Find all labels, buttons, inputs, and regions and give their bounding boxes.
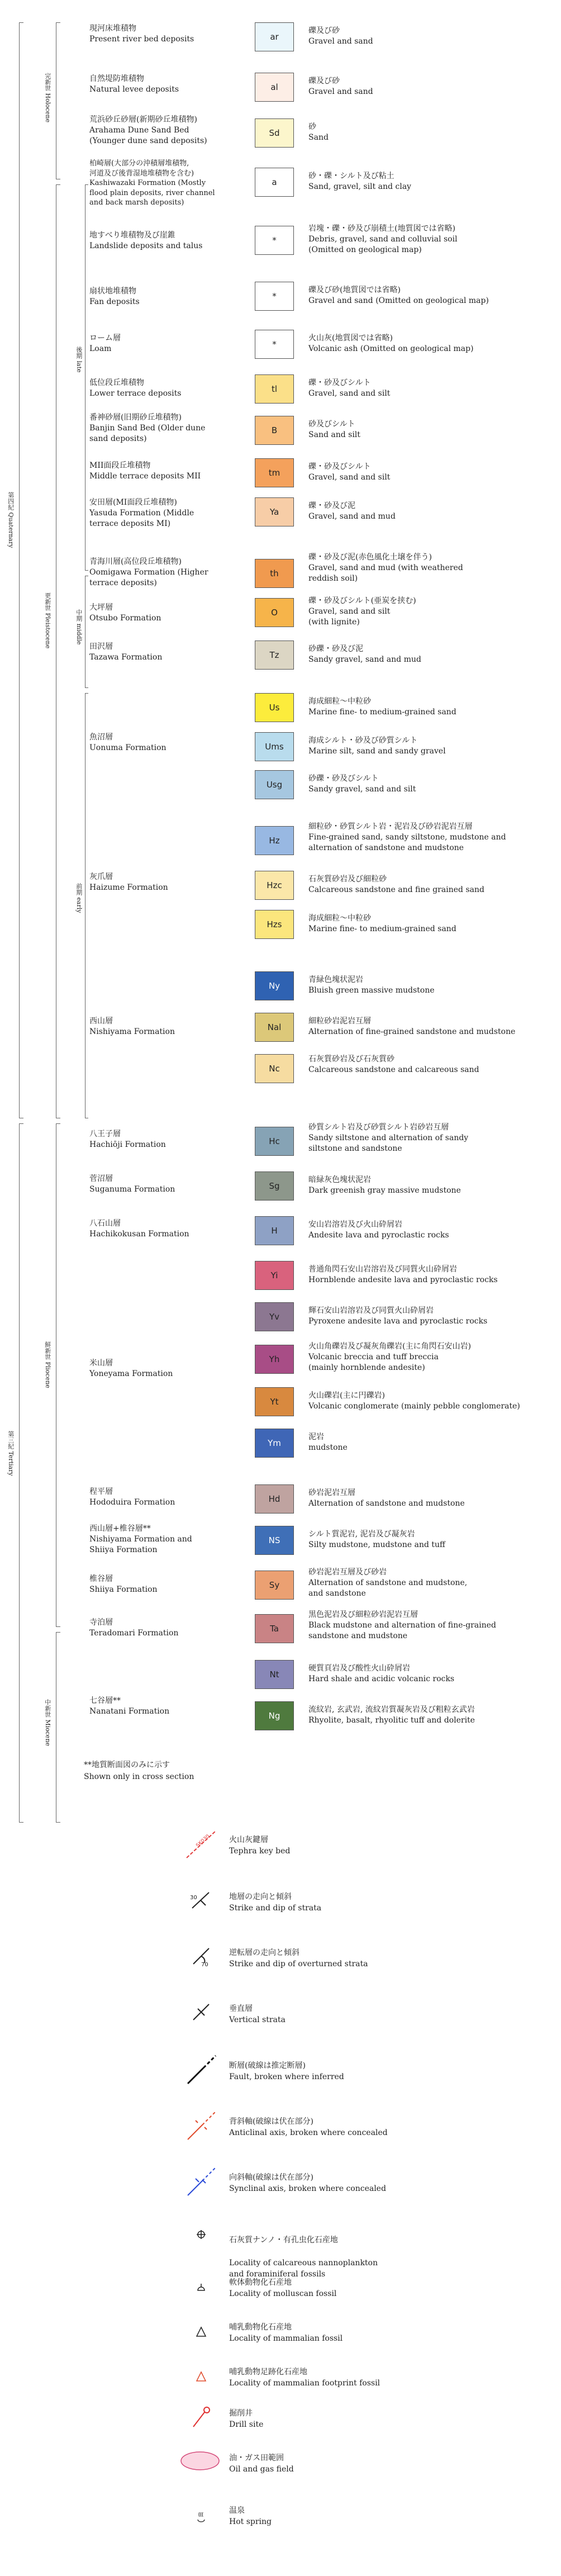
- legend-box: a: [255, 168, 294, 197]
- formation-name: 荒浜砂丘砂層(新期砂丘堆積物) Arahama Dune Sand Bed (Younger dune sand deposits): [89, 115, 207, 145]
- symbol-en: Locality of mammalian footprint fossil: [229, 2379, 381, 2388]
- formation-desc: 礫・砂及び泥 Gravel, sand and mud: [308, 501, 396, 521]
- oil-gas-field-icon: [178, 2447, 222, 2475]
- formation-desc: 細粒砂岩泥岩互層 Alternation of fine-grained sandstone and mudstone: [308, 1017, 516, 1036]
- formation-name: 現河床堆積物 Present river bed deposits: [89, 24, 194, 44]
- legend-box: Hd: [255, 1484, 294, 1514]
- pleistocene-label: 更新世 Pleistocene: [44, 592, 51, 649]
- legend-box: Hc: [255, 1127, 294, 1156]
- miocene-label: 中新世 Miocene: [44, 1699, 51, 1747]
- legend-box: Yt: [255, 1387, 294, 1416]
- symbol-en: Tephra key bed: [229, 1847, 291, 1856]
- legend-box: Nc: [255, 1054, 294, 1083]
- formation-desc: 礫及び砂 Gravel and sand: [308, 26, 373, 46]
- tephra-tag: SK030: [195, 1833, 211, 1849]
- legend-box: *: [255, 226, 294, 255]
- pliocene-label: 鮮新世 Pliocene: [44, 1341, 51, 1388]
- symbol-en: Locality of mammalian fossil: [229, 2334, 343, 2343]
- formation-name: 灰爪層 Haizume Formation: [89, 872, 168, 892]
- legend-box: *: [255, 330, 294, 359]
- symbol-en: Locality of molluscan fossil: [229, 2289, 337, 2299]
- symbol-en: Vertical strata: [229, 2015, 286, 2025]
- formation-desc: 砂礫・砂及びシルト Sandy gravel, sand and silt: [308, 774, 416, 794]
- formation-name: 米山層 Yoneyama Formation: [89, 1359, 173, 1378]
- symbol-jp: 垂直層: [229, 2004, 253, 2013]
- formation-name: 柏崎層(大部分の沖積層堆積物, 河道及び後背湿地堆積物を含む) Kashiwazaki Formation (Mostly flood plain deposits, river channel and back marsh deposits): [89, 159, 215, 207]
- formation-name: 地すべり堆積物及び崖錐 Landslide deposits and talus: [89, 231, 203, 250]
- hot-spring-icon: [184, 2498, 218, 2532]
- formation-name: ローム層 Loam: [89, 334, 121, 353]
- formation-desc: 輝石安山岩溶岩及び同質火山砕屑岩 Pyroxene andesite lava and pyroclastic rocks: [308, 1306, 488, 1326]
- formation-name: 自然堤防堆積物 Natural levee deposits: [89, 74, 179, 94]
- legend-box: B: [255, 416, 294, 445]
- formation-desc: 細粒砂・砂質シルト岩・泥岩及び砂岩泥岩互層 Fine-grained sand, sandy siltstone, mudstone and alternation of sandstone and mudstone: [308, 822, 506, 852]
- formation-desc: 岩塊・礫・砂及び崩積土(地質図では省略) Debris, gravel, sand and colluvial soil (Omitted on geological map): [308, 224, 458, 254]
- legend-box: Tz: [255, 641, 294, 670]
- symbol-jp: 哺乳動物足跡化石産地: [229, 2368, 307, 2376]
- symbol-jp: 背斜軸(破線は伏在部分): [229, 2117, 313, 2126]
- formation-desc: 砂質シルト岩及び砂質シルト岩砂岩互層 Sandy siltstone and alternation of sandy siltstone and sandstone: [308, 1123, 469, 1153]
- legend-box: Sg: [255, 1171, 294, 1201]
- legend-box: Usg: [255, 770, 294, 799]
- symbol-en: Locality of calcareous nannoplankton and foraminiferal fossils: [229, 2258, 378, 2279]
- formation-name: 菅沼層 Suganuma Formation: [89, 1174, 175, 1194]
- symbol-jp: 温泉: [229, 2506, 245, 2515]
- legend-box: H: [255, 1216, 294, 1245]
- symbol-jp: 火山灰鍵層: [229, 1835, 268, 1844]
- formation-desc: 礫・砂及びシルト(亜炭を挟む) Gravel, sand and silt (with lignite): [308, 596, 416, 627]
- symbol-en: Anticlinal axis, broken where concealed: [229, 2128, 388, 2138]
- formation-desc: 普通角閃石安山岩溶岩及び同質火山砕屑岩 Hornblende andesite lava and pyroclastic rocks: [308, 1265, 498, 1284]
- formation-desc: 安山岩溶岩及び火山砕屑岩 Andesite lava and pyroclastic rocks: [308, 1220, 449, 1240]
- formation-desc: 砂岩泥岩互層 Alternation of sandstone and mudstone: [308, 1488, 465, 1508]
- legend-box: al: [255, 73, 294, 102]
- legend-box: Ums: [255, 732, 294, 761]
- symbol-en: Drill site: [229, 2420, 264, 2430]
- formation-desc: 砂・礫・シルト及び粘土 Sand, gravel, silt and clay: [308, 172, 411, 191]
- formation-desc: 海成シルト・砂及び砂質シルト Marine silt, sand and sandy gravel: [308, 736, 446, 756]
- legend-box: tm: [255, 458, 294, 487]
- symbol-jp: 油・ガス田範囲: [229, 2454, 284, 2463]
- symbol-jp: 向斜軸(破線は伏在部分): [229, 2173, 313, 2182]
- symbol-en: Oil and gas field: [229, 2465, 294, 2474]
- strike-dip-icon: [184, 1884, 218, 1917]
- symbol-jp: 哺乳動物化石産地: [229, 2323, 292, 2332]
- legend-box: Nt: [255, 1660, 294, 1689]
- molluscan-fossil-icon: [184, 2270, 218, 2304]
- formation-desc: 海成細粒〜中粒砂 Marine fine- to medium-grained sand: [308, 697, 457, 717]
- formation-desc: 礫・砂及びシルト Gravel, sand and silt: [308, 378, 391, 398]
- symbol-jp: 掘削井: [229, 2409, 253, 2418]
- formation-name: 七谷層** Nanatani Formation: [89, 1696, 170, 1716]
- legend-box: tl: [255, 374, 294, 404]
- legend-box: ar: [255, 22, 294, 51]
- legend-box: th: [255, 559, 294, 588]
- legend-box: O: [255, 598, 294, 627]
- formation-desc: 砂礫・砂及び泥 Sandy gravel, sand and mud: [308, 644, 421, 664]
- formation-name: 青海川層(高位段丘堆積物) Oomigawa Formation (Higher terrace deposits): [89, 557, 208, 587]
- formation-name: 八王子層 Hachiōji Formation: [89, 1130, 166, 1149]
- formation-name: 安田層(MI面段丘堆積物) Yasuda Formation (Middle terrace deposits MI): [89, 498, 194, 528]
- formation-desc: 砂岩泥岩互層及び砂岩 Alternation of sandstone and mudstone, and sandstone: [308, 1568, 468, 1598]
- formation-desc: 火山礫岩(主に円礫岩) Volcanic conglomerate (mainly pebble conglomerate): [308, 1391, 520, 1411]
- vertical-strata-icon: [184, 1995, 218, 2029]
- late-label: 後期 late: [75, 347, 83, 373]
- tertiary-label: 第三紀 Tertiary: [7, 1431, 15, 1476]
- formation-desc: 礫・砂及び泥(赤色風化土壌を伴う) Gravel, sand and mud (with weathered reddish soil): [308, 553, 463, 583]
- formation-name: 魚沼層 Uonuma Formation: [89, 733, 167, 752]
- formation-desc: 石灰質砂岩及び石灰質砂 Calcareous sandstone and calcareous sand: [308, 1055, 479, 1074]
- formation-desc: 礫・砂及びシルト Gravel, sand and silt: [308, 462, 391, 482]
- symbol-en: Hot spring: [229, 2517, 272, 2527]
- legend-box: Hzs: [255, 910, 294, 939]
- overturned-strata-icon: [184, 1939, 218, 1973]
- formation-desc: 流紋岩, 玄武岩, 流紋岩質凝灰岩及び粗粒玄武岩 Rhyolite, basalt, rhyolitic tuff and dolerite: [308, 1705, 475, 1725]
- formation-name: 程平層 Hododuira Formation: [89, 1487, 175, 1507]
- legend-box: *: [255, 282, 294, 311]
- formation-desc: 黒色泥岩及び細粒砂岩泥岩互層 Black mudstone and alternation of fine-grained sandstone and mudstone: [308, 1610, 496, 1640]
- formation-desc: 砂 Sand: [308, 122, 329, 142]
- footprint-fossil-icon: [184, 2360, 218, 2393]
- quaternary-label: 第四紀 Quaternary: [7, 492, 15, 548]
- legend-box: Yv: [255, 1302, 294, 1331]
- cross-section-footnote: **地質断面図のみに示す Shown only in cross section: [84, 1761, 194, 1781]
- legend-box: Ya: [255, 497, 294, 526]
- formation-name: 田沢層 Tazawa Formation: [89, 642, 163, 662]
- formation-desc: 青緑色塊状泥岩 Bluish green massive mudstone: [308, 975, 435, 995]
- symbol-en: Synclinal axis, broken where concealed: [229, 2184, 386, 2194]
- formation-desc: 礫及び砂(地質図では省略) Gravel and sand (Omitted on geological map): [308, 286, 489, 305]
- formation-desc: 泥岩 mudstone: [308, 1432, 348, 1452]
- formation-name: 寺泊層 Teradomari Formation: [89, 1618, 179, 1638]
- middle-label: 中期 middle: [75, 609, 83, 645]
- formation-desc: 砂及びシルト Sand and silt: [308, 420, 360, 439]
- legend-box: Sy: [255, 1571, 294, 1600]
- formation-name: 西山層 Nishiyama Formation: [89, 1017, 175, 1036]
- drill-site-icon: [184, 2401, 218, 2435]
- symbol-en: Fault, broken where inferred: [229, 2072, 344, 2082]
- formation-desc: 海成細粒〜中粒砂 Marine fine- to medium-grained sand: [308, 914, 457, 933]
- symbol-jp: 石灰質ナンノ・有孔虫化石産地: [229, 2236, 338, 2245]
- legend-box: NS: [255, 1526, 294, 1555]
- legend-box: Ta: [255, 1614, 294, 1643]
- formation-desc: 石灰質砂岩及び細粒砂 Calcareous sandstone and fine grained sand: [308, 875, 484, 894]
- formation-name: 扇状地堆積物 Fan deposits: [89, 287, 140, 306]
- formation-name: 西山層+椎谷層** Nishiyama Formation and Shiiya Formation: [89, 1524, 192, 1554]
- symbol-jp: 逆転層の走向と傾斜: [229, 1948, 299, 1957]
- legend-box: Hz: [255, 826, 294, 855]
- dip-value: 30: [190, 1895, 197, 1901]
- formation-desc: 暗緑灰色塊状泥岩 Dark greenish gray massive mudstone: [308, 1175, 461, 1195]
- formation-name: 番神砂層(旧期砂丘堆積物) Banjin Sand Bed (Older dune sand deposits): [89, 413, 206, 443]
- formation-name: 大坪層 Otsubo Formation: [89, 603, 161, 623]
- symbol-en: Strike and dip of strata: [229, 1904, 322, 1913]
- legend-box: Yh: [255, 1345, 294, 1374]
- legend-box: Nal: [255, 1013, 294, 1042]
- formation-name: MII面段丘堆積物 Middle terrace deposits MII: [89, 461, 201, 481]
- formation-desc: 硬質頁岩及び酸性火山砕屑岩 Hard shale and acidic volcanic rocks: [308, 1664, 455, 1683]
- formation-desc: 礫及び砂 Gravel and sand: [308, 77, 373, 96]
- nannoplankton-fossil-icon: [184, 2218, 218, 2251]
- formation-name: 八石山層 Hachikokusan Formation: [89, 1219, 189, 1239]
- formation-desc: シルト質泥岩, 泥岩及び凝灰岩 Silty mudstone, mudstone and tuff: [308, 1530, 445, 1549]
- legend-box: Us: [255, 693, 294, 722]
- syncline-icon: [184, 2164, 218, 2198]
- symbol-en: Strike and dip of overturned strata: [229, 1960, 368, 1969]
- formation-desc: 火山灰(地質図では省略) Volcanic ash (Omitted on geological map): [308, 334, 474, 353]
- tephra-key-bed-icon: [184, 1828, 218, 1861]
- anticline-icon: [184, 2108, 218, 2142]
- holocene-label: 完新世 Holocene: [44, 73, 51, 123]
- symbol-jp: 地層の走向と傾斜: [229, 1892, 292, 1901]
- legend-box: Ny: [255, 971, 294, 1000]
- legend-box: Yi: [255, 1261, 294, 1290]
- fault-icon: [184, 2052, 218, 2086]
- symbol-jp: 軟体動物化石産地: [229, 2278, 292, 2287]
- formation-desc: 火山角礫岩及び凝灰角礫岩(主に角閃石安山岩) Volcanic breccia and tuff breccia (mainly hornblende andesite): [308, 1342, 471, 1372]
- legend-box: Sd: [255, 118, 294, 148]
- formation-name: 椎谷層 Shiiya Formation: [89, 1574, 158, 1594]
- formation-name: 低位段丘堆積物 Lower terrace deposits: [89, 378, 182, 398]
- legend-box: Hzc: [255, 871, 294, 900]
- legend-box: Ym: [255, 1429, 294, 1458]
- symbol-jp: 断層(破線は推定断層): [229, 2061, 306, 2070]
- dip-value: 70: [201, 1962, 208, 1968]
- legend-box: Ng: [255, 1701, 294, 1730]
- mammalian-fossil-icon: [184, 2315, 218, 2349]
- early-label: 前期 early: [75, 883, 83, 913]
